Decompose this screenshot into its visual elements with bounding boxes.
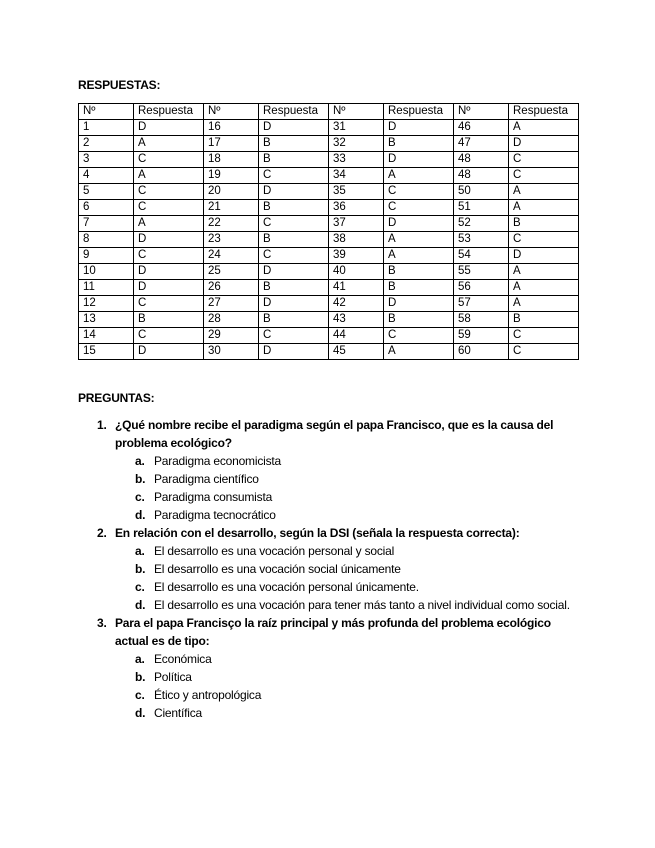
question-number-cell: 5	[79, 184, 134, 200]
option-letter: c.	[135, 688, 145, 702]
table-header-cell: Respuesta	[509, 104, 579, 120]
option-letter: b.	[135, 670, 146, 684]
question-item	[97, 524, 587, 542]
question-number-cell: 26	[204, 280, 259, 296]
question-number-cell: 47	[454, 136, 509, 152]
question-number-cell: 43	[329, 312, 384, 328]
answer-cell: C	[134, 200, 204, 216]
question-number: 2.	[97, 526, 107, 540]
option-text: Ético y antropológica	[154, 688, 262, 702]
option-letter: a.	[135, 544, 145, 558]
question-number-cell: 36	[329, 200, 384, 216]
answer-cell: C	[259, 248, 329, 264]
answer-cell: C	[384, 184, 454, 200]
question-number-cell: 31	[329, 120, 384, 136]
answer-cell: C	[134, 152, 204, 168]
option-letter: d.	[135, 598, 146, 612]
table-row	[79, 232, 579, 248]
answer-cell: B	[134, 312, 204, 328]
answer-cell: D	[384, 152, 454, 168]
table-header-cell: Nº	[329, 104, 384, 120]
table-row	[79, 344, 579, 360]
question-number-cell: 4	[79, 168, 134, 184]
question-number-cell: 29	[204, 328, 259, 344]
table-row	[79, 200, 579, 216]
question-number-cell: 12	[79, 296, 134, 312]
answer-cell: C	[259, 328, 329, 344]
answer-option	[97, 560, 587, 578]
table-row	[79, 264, 579, 280]
option-letter: b.	[135, 472, 146, 486]
table-header-cell: Respuesta	[259, 104, 329, 120]
question-number-cell: 55	[454, 264, 509, 280]
question-number-cell: 15	[79, 344, 134, 360]
answer-cell: B	[384, 312, 454, 328]
question-number-cell: 1	[79, 120, 134, 136]
answer-option	[97, 470, 587, 488]
question-number-cell: 45	[329, 344, 384, 360]
question-number-cell: 19	[204, 168, 259, 184]
question-number-cell: 30	[204, 344, 259, 360]
answer-cell: D	[134, 344, 204, 360]
table-row	[79, 168, 579, 184]
questions-list	[97, 416, 587, 722]
table-row	[79, 296, 579, 312]
answer-cell: D	[259, 296, 329, 312]
answer-cell: B	[259, 232, 329, 248]
questions-heading: PREGUNTAS:	[78, 391, 155, 405]
question-number-cell: 23	[204, 232, 259, 248]
option-text: Paradigma tecnocrático	[154, 508, 276, 522]
answer-option	[97, 452, 587, 470]
option-letter: d.	[135, 706, 146, 720]
question-number-cell: 2	[79, 136, 134, 152]
table-row	[79, 328, 579, 344]
table-row	[79, 152, 579, 168]
answer-cell: B	[259, 152, 329, 168]
answers-table	[78, 103, 579, 360]
table-row	[79, 312, 579, 328]
option-text: El desarrollo es una vocación para tener más tanto a nivel individual como social.	[154, 598, 570, 612]
table-header-cell: Nº	[454, 104, 509, 120]
answer-cell: A	[384, 232, 454, 248]
question-number-cell: 44	[329, 328, 384, 344]
answer-cell: C	[384, 200, 454, 216]
answer-cell: A	[134, 216, 204, 232]
question-number-cell: 17	[204, 136, 259, 152]
question-number-cell: 28	[204, 312, 259, 328]
answer-option	[97, 668, 587, 686]
question-text: En relación con el desarrollo, según la DSI (señala la respuesta correcta):	[115, 526, 520, 540]
table-header-row	[79, 104, 579, 120]
answer-cell: D	[509, 136, 579, 152]
question-number-cell: 34	[329, 168, 384, 184]
question-number-cell: 60	[454, 344, 509, 360]
question-number-cell: 52	[454, 216, 509, 232]
option-text: El desarrollo es una vocación personal únicamente.	[154, 580, 419, 594]
option-text: Política	[154, 670, 192, 684]
answer-cell: C	[509, 328, 579, 344]
answer-cell: A	[509, 296, 579, 312]
answer-option	[97, 488, 587, 506]
question-number-cell: 22	[204, 216, 259, 232]
question-number-cell: 7	[79, 216, 134, 232]
question-number-cell: 24	[204, 248, 259, 264]
answer-cell: D	[384, 296, 454, 312]
answers-heading: RESPUESTAS:	[78, 78, 161, 92]
answer-cell: C	[134, 296, 204, 312]
answer-cell: D	[134, 264, 204, 280]
question-number-cell: 25	[204, 264, 259, 280]
option-text: Paradigma científico	[154, 472, 259, 486]
answer-cell: B	[259, 136, 329, 152]
question-item	[97, 614, 587, 650]
answer-cell: B	[259, 312, 329, 328]
option-letter: c.	[135, 580, 145, 594]
table-row	[79, 120, 579, 136]
question-number-cell: 6	[79, 200, 134, 216]
question-number-cell: 3	[79, 152, 134, 168]
question-number-cell: 39	[329, 248, 384, 264]
question-number-cell: 27	[204, 296, 259, 312]
answer-cell: C	[509, 168, 579, 184]
answer-cell: B	[259, 280, 329, 296]
question-number: 3.	[97, 616, 107, 630]
option-text: El desarrollo es una vocación social únicamente	[154, 562, 401, 576]
answer-cell: D	[259, 120, 329, 136]
table-row	[79, 136, 579, 152]
answer-cell: C	[134, 328, 204, 344]
question-number-cell: 58	[454, 312, 509, 328]
question-number-cell: 50	[454, 184, 509, 200]
option-letter: d.	[135, 508, 146, 522]
option-text: Paradigma economicista	[154, 454, 281, 468]
question-number-cell: 33	[329, 152, 384, 168]
table-header-cell: Respuesta	[384, 104, 454, 120]
question-text: ¿Qué nombre recibe el paradigma según el papa Francisco, que es la causa del problema ecológico?	[115, 418, 554, 450]
answer-cell: C	[134, 248, 204, 264]
answer-cell: C	[509, 232, 579, 248]
answer-cell: C	[509, 344, 579, 360]
question-number-cell: 8	[79, 232, 134, 248]
option-text: Económica	[154, 652, 212, 666]
question-number-cell: 48	[454, 168, 509, 184]
question-number-cell: 57	[454, 296, 509, 312]
table-row	[79, 184, 579, 200]
answer-cell: B	[509, 312, 579, 328]
answer-cell: A	[509, 280, 579, 296]
table-row	[79, 216, 579, 232]
answer-cell: B	[384, 280, 454, 296]
answer-cell: C	[509, 152, 579, 168]
table-row	[79, 248, 579, 264]
answer-cell: B	[509, 216, 579, 232]
question-number-cell: 46	[454, 120, 509, 136]
answer-cell: A	[509, 184, 579, 200]
question-number-cell: 11	[79, 280, 134, 296]
question-number-cell: 38	[329, 232, 384, 248]
answer-cell: A	[384, 344, 454, 360]
answer-option	[97, 542, 587, 560]
answer-cell: D	[259, 184, 329, 200]
answer-cell: D	[259, 264, 329, 280]
answer-cell: D	[259, 344, 329, 360]
question-text: Para el papa Francisço la raíz principal y más profunda del problema ecológico actual es de tipo:	[115, 616, 551, 648]
answer-cell: A	[134, 136, 204, 152]
answer-option	[97, 704, 587, 722]
question-number-cell: 35	[329, 184, 384, 200]
answer-cell: D	[509, 248, 579, 264]
question-number-cell: 14	[79, 328, 134, 344]
question-number-cell: 13	[79, 312, 134, 328]
table-body	[79, 120, 579, 360]
answer-cell: D	[384, 120, 454, 136]
answer-cell: B	[384, 264, 454, 280]
answer-option	[97, 578, 587, 596]
option-text: El desarrollo es una vocación personal y social	[154, 544, 395, 558]
table-header-cell: Respuesta	[134, 104, 204, 120]
answer-option	[97, 650, 587, 668]
question-number-cell: 51	[454, 200, 509, 216]
question-number-cell: 53	[454, 232, 509, 248]
answer-cell: A	[134, 168, 204, 184]
answer-cell: A	[509, 200, 579, 216]
question-number-cell: 32	[329, 136, 384, 152]
question-number-cell: 59	[454, 328, 509, 344]
answer-cell: C	[384, 328, 454, 344]
question-number-cell: 41	[329, 280, 384, 296]
question-number-cell: 9	[79, 248, 134, 264]
answer-cell: C	[134, 184, 204, 200]
question-number-cell: 56	[454, 280, 509, 296]
answer-cell: C	[259, 216, 329, 232]
question-number-cell: 48	[454, 152, 509, 168]
table-header-cell: Nº	[79, 104, 134, 120]
answer-option	[97, 596, 587, 614]
question-number-cell: 37	[329, 216, 384, 232]
answer-cell: A	[384, 168, 454, 184]
question-number-cell: 20	[204, 184, 259, 200]
answer-cell: D	[134, 280, 204, 296]
question-number-cell: 54	[454, 248, 509, 264]
question-number: 1.	[97, 418, 107, 432]
question-item	[97, 416, 587, 452]
question-number-cell: 42	[329, 296, 384, 312]
answer-cell: A	[509, 120, 579, 136]
answer-option	[97, 686, 587, 704]
answer-cell: A	[509, 264, 579, 280]
option-text: Científica	[154, 706, 203, 720]
answer-cell: D	[134, 232, 204, 248]
answer-cell: D	[134, 120, 204, 136]
option-letter: a.	[135, 652, 145, 666]
option-letter: a.	[135, 454, 145, 468]
question-number-cell: 16	[204, 120, 259, 136]
question-number-cell: 10	[79, 264, 134, 280]
answer-cell: C	[259, 168, 329, 184]
answer-cell: B	[384, 136, 454, 152]
question-number-cell: 21	[204, 200, 259, 216]
table-header-cell: Nº	[204, 104, 259, 120]
answer-cell: B	[259, 200, 329, 216]
answer-cell: A	[384, 248, 454, 264]
answer-cell: D	[384, 216, 454, 232]
answer-option	[97, 506, 587, 524]
option-letter: b.	[135, 562, 146, 576]
table-row	[79, 280, 579, 296]
option-letter: c.	[135, 490, 145, 504]
question-number-cell: 18	[204, 152, 259, 168]
question-number-cell: 40	[329, 264, 384, 280]
option-text: Paradigma consumista	[154, 490, 273, 504]
